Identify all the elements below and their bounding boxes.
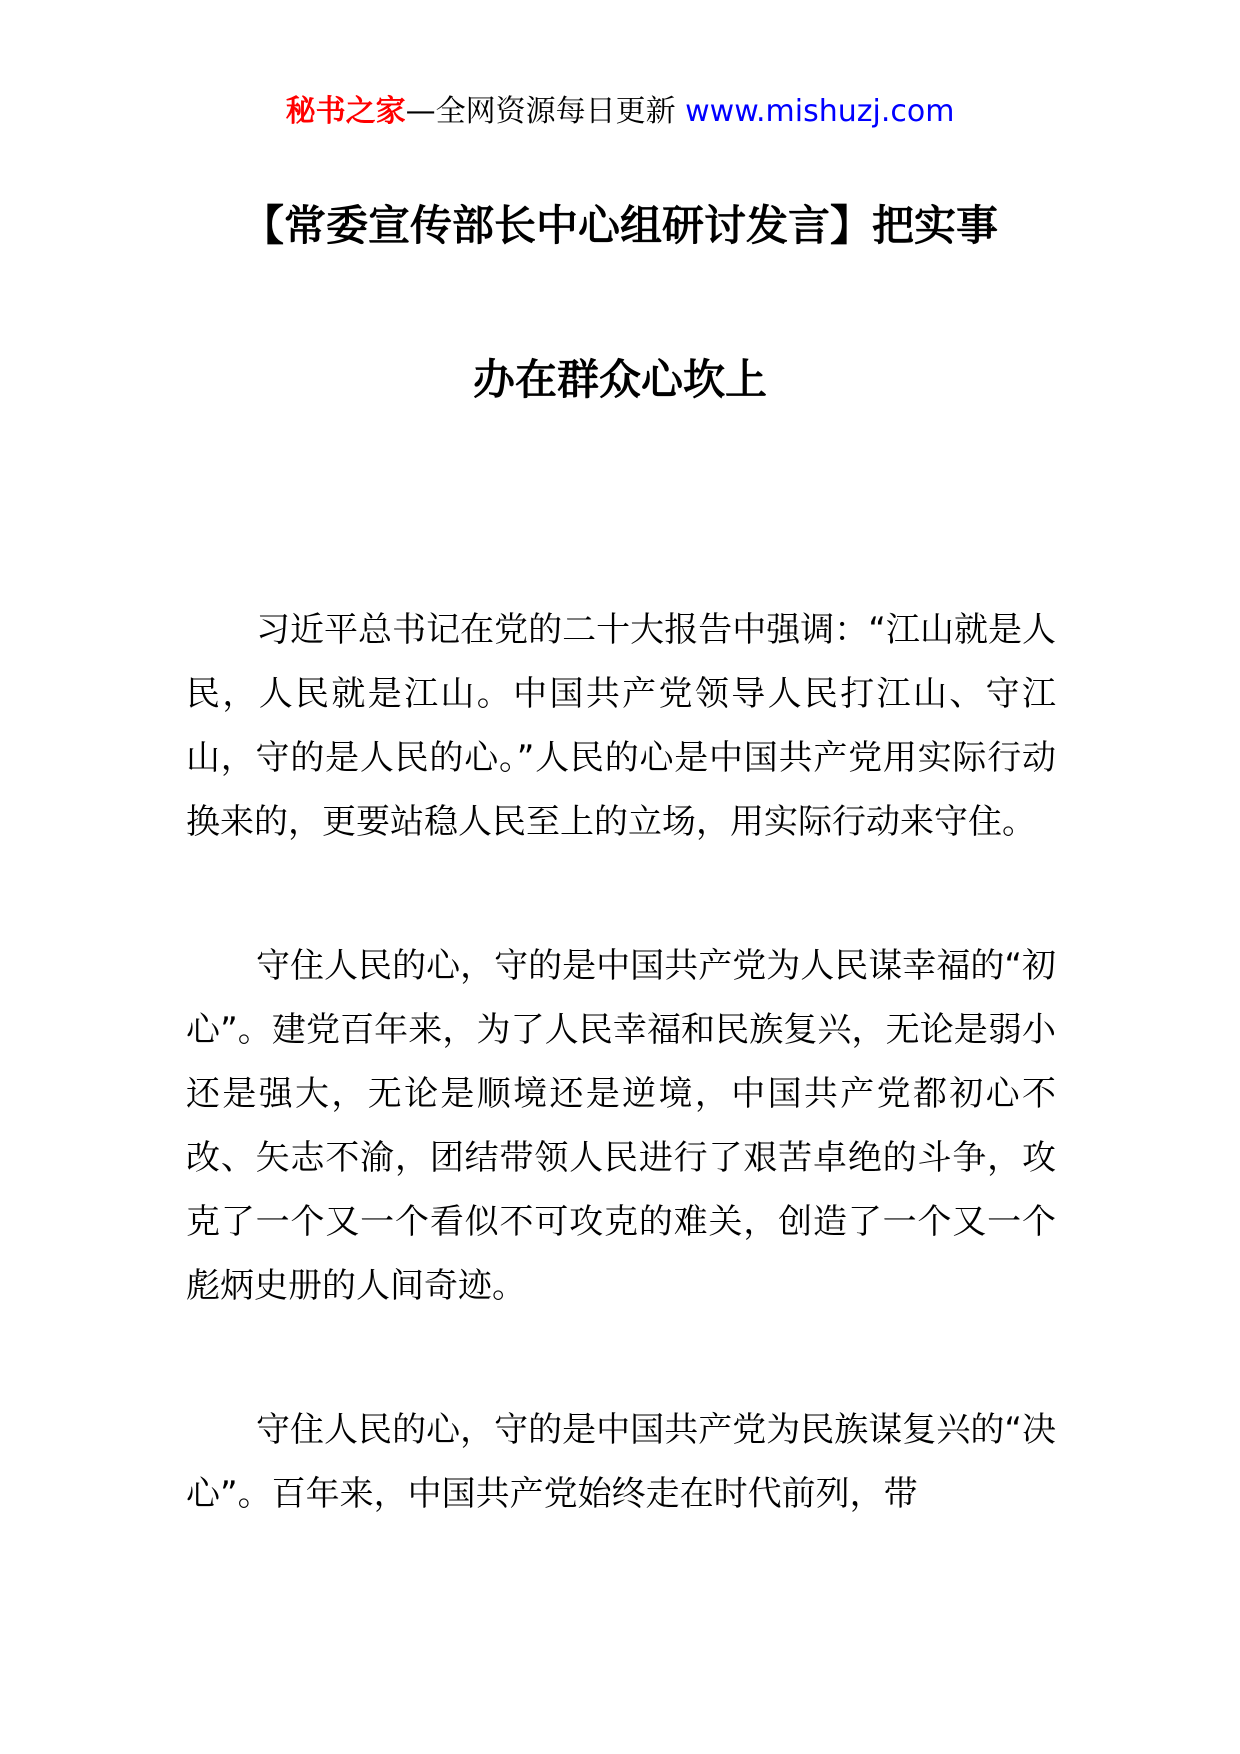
document-title-line-2: 办在群众心坎上: [472, 355, 767, 404]
paragraph: 守住人民的心，守的是中国共产党为民族谋复兴的“决心”。百年来，中国共产党始终走在时代前列，带: [186, 1410, 1056, 1514]
site-tagline: —全网资源每日更新: [405, 94, 676, 129]
document-title-line-1: 【常委宣传部长中心组研讨发言】把实事: [241, 201, 998, 250]
paragraph: 习近平总书记在党的二十大报告中强调：“江山就是人民，人民就是江山。中国共产党领导人民打江山、守江山，守的是人民的心。”人民的心是中国共产党用实际行动换来的，更要站稳人民至上的立场，用实际行动来守住。: [186, 610, 1056, 842]
paragraph: 守住人民的心，守的是中国共产党为人民谋幸福的“初心”。建党百年来，为了人民幸福和民族复兴，无论是弱小还是强大，无论是顺境还是逆境，中国共产党都初心不改、矢志不渝，团结带领人民进行了艰苦卓绝的斗争，攻克了一个又一个看似不可攻克的难关，创造了一个又一个彪炳史册的人间奇迹。: [186, 946, 1056, 1306]
site-url-link[interactable]: www.mishuzj.com: [685, 94, 955, 129]
site-brand: 秘书之家: [285, 94, 406, 129]
document-body: [186, 598, 1056, 1606]
site-header: [0, 92, 1240, 132]
